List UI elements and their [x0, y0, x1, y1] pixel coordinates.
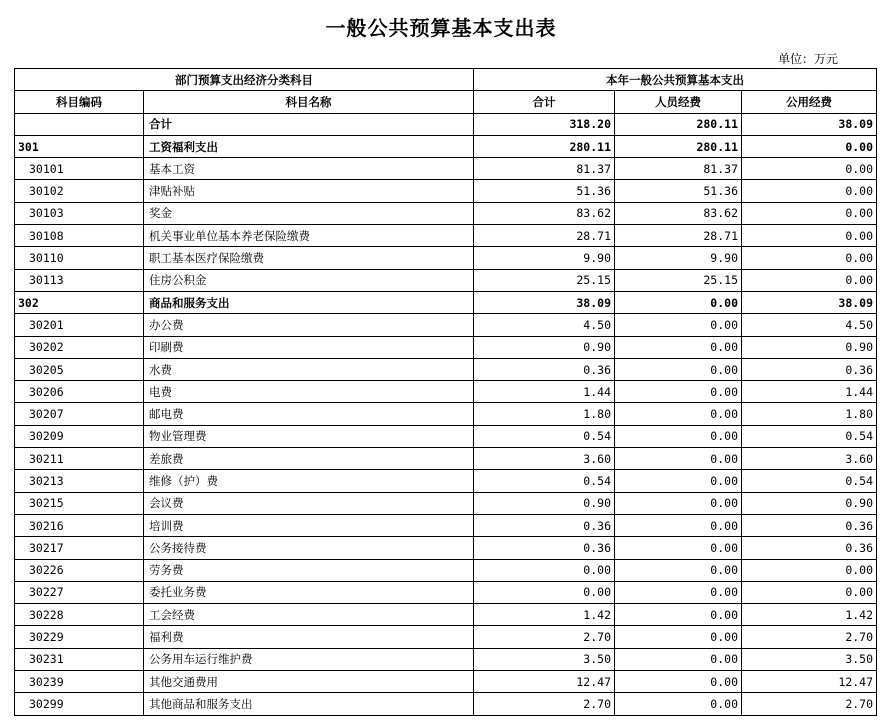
cell-code: 30227 — [15, 581, 144, 603]
cell-code: 30110 — [15, 247, 144, 269]
cell-total: 81.37 — [474, 158, 615, 180]
cell-personnel: 0.00 — [615, 581, 742, 603]
cell-code: 30205 — [15, 358, 144, 380]
cell-name: 工资福利支出 — [144, 135, 474, 157]
cell-total: 0.00 — [474, 559, 615, 581]
cell-code: 30226 — [15, 559, 144, 581]
cell-total: 2.70 — [474, 693, 615, 715]
column-header-total: 合计 — [474, 91, 615, 113]
cell-public: 0.00 — [742, 202, 877, 224]
cell-public: 3.50 — [742, 648, 877, 670]
cell-public: 0.36 — [742, 537, 877, 559]
cell-personnel: 0.00 — [615, 358, 742, 380]
budget-table — [14, 68, 877, 716]
cell-total: 38.09 — [474, 291, 615, 313]
table-row — [15, 626, 877, 648]
cell-public: 0.00 — [742, 135, 877, 157]
cell-name: 住房公积金 — [144, 269, 474, 291]
cell-personnel: 0.00 — [615, 537, 742, 559]
cell-code: 30209 — [15, 425, 144, 447]
cell-name: 其他交通费用 — [144, 671, 474, 693]
cell-code: 30213 — [15, 470, 144, 492]
cell-personnel: 0.00 — [615, 514, 742, 536]
cell-code: 30201 — [15, 314, 144, 336]
cell-total: 280.11 — [474, 135, 615, 157]
cell-personnel: 0.00 — [615, 671, 742, 693]
cell-name: 基本工资 — [144, 158, 474, 180]
cell-total: 9.90 — [474, 247, 615, 269]
cell-code: 302 — [15, 291, 144, 313]
cell-total: 12.47 — [474, 671, 615, 693]
cell-personnel: 0.00 — [615, 291, 742, 313]
cell-name: 机关事业单位基本养老保险缴费 — [144, 225, 474, 247]
cell-public: 38.09 — [742, 113, 877, 135]
table-row — [15, 559, 877, 581]
column-header-public: 公用经费 — [742, 91, 877, 113]
cell-name: 其他商品和服务支出 — [144, 693, 474, 715]
cell-name: 邮电费 — [144, 403, 474, 425]
cell-total: 0.90 — [474, 336, 615, 358]
cell-total: 0.54 — [474, 470, 615, 492]
cell-public: 0.00 — [742, 247, 877, 269]
table-row — [15, 425, 877, 447]
cell-code: 30216 — [15, 514, 144, 536]
cell-public: 2.70 — [742, 693, 877, 715]
cell-total: 0.36 — [474, 514, 615, 536]
cell-name: 物业管理费 — [144, 425, 474, 447]
table-row — [15, 514, 877, 536]
table-row — [15, 648, 877, 670]
cell-personnel: 28.71 — [615, 225, 742, 247]
cell-total: 0.36 — [474, 358, 615, 380]
cell-total: 1.42 — [474, 604, 615, 626]
column-header-code: 科目编码 — [15, 91, 144, 113]
cell-personnel: 0.00 — [615, 381, 742, 403]
cell-public: 0.00 — [742, 158, 877, 180]
table-row — [15, 291, 877, 313]
cell-name: 合计 — [144, 113, 474, 135]
table-row — [15, 693, 877, 715]
cell-name: 维修（护）费 — [144, 470, 474, 492]
cell-public: 0.90 — [742, 336, 877, 358]
cell-public: 3.60 — [742, 448, 877, 470]
cell-public: 1.42 — [742, 604, 877, 626]
cell-personnel: 280.11 — [615, 135, 742, 157]
table-row — [15, 358, 877, 380]
table-group-header-row — [15, 69, 877, 91]
cell-code — [15, 113, 144, 135]
cell-code: 30299 — [15, 693, 144, 715]
cell-total: 28.71 — [474, 225, 615, 247]
cell-code: 30207 — [15, 403, 144, 425]
table-row — [15, 158, 877, 180]
cell-total: 1.44 — [474, 381, 615, 403]
cell-personnel: 0.00 — [615, 336, 742, 358]
cell-public: 0.00 — [742, 269, 877, 291]
cell-personnel: 9.90 — [615, 247, 742, 269]
cell-personnel: 81.37 — [615, 158, 742, 180]
cell-public: 2.70 — [742, 626, 877, 648]
cell-code: 30229 — [15, 626, 144, 648]
cell-name: 培训费 — [144, 514, 474, 536]
table-row — [15, 537, 877, 559]
table-row — [15, 604, 877, 626]
cell-code: 30101 — [15, 158, 144, 180]
cell-total: 4.50 — [474, 314, 615, 336]
cell-public: 0.00 — [742, 581, 877, 603]
cell-public: 0.00 — [742, 559, 877, 581]
cell-public: 0.54 — [742, 425, 877, 447]
cell-personnel: 0.00 — [615, 626, 742, 648]
table-column-header-row — [15, 91, 877, 113]
cell-personnel: 0.00 — [615, 314, 742, 336]
table-row — [15, 314, 877, 336]
cell-code: 30217 — [15, 537, 144, 559]
cell-total: 0.54 — [474, 425, 615, 447]
cell-personnel: 0.00 — [615, 448, 742, 470]
group-header-left: 部门预算支出经济分类科目 — [15, 69, 474, 91]
cell-personnel: 0.00 — [615, 648, 742, 670]
cell-public: 1.80 — [742, 403, 877, 425]
cell-code: 30202 — [15, 336, 144, 358]
cell-code: 30102 — [15, 180, 144, 202]
cell-code: 30215 — [15, 492, 144, 514]
cell-public: 38.09 — [742, 291, 877, 313]
cell-code: 301 — [15, 135, 144, 157]
cell-total: 318.20 — [474, 113, 615, 135]
cell-total: 83.62 — [474, 202, 615, 224]
cell-name: 劳务费 — [144, 559, 474, 581]
cell-public: 1.44 — [742, 381, 877, 403]
cell-public: 0.36 — [742, 358, 877, 380]
table-row — [15, 225, 877, 247]
cell-code: 30103 — [15, 202, 144, 224]
cell-public: 12.47 — [742, 671, 877, 693]
table-row — [15, 269, 877, 291]
cell-public: 0.36 — [742, 514, 877, 536]
cell-personnel: 0.00 — [615, 470, 742, 492]
cell-total: 3.60 — [474, 448, 615, 470]
cell-personnel: 0.00 — [615, 425, 742, 447]
table-row — [15, 113, 877, 135]
table-row — [15, 381, 877, 403]
cell-public: 4.50 — [742, 314, 877, 336]
cell-total: 0.90 — [474, 492, 615, 514]
cell-personnel: 0.00 — [615, 492, 742, 514]
cell-name: 办公费 — [144, 314, 474, 336]
group-header-right: 本年一般公共预算基本支出 — [474, 69, 877, 91]
cell-public: 0.54 — [742, 470, 877, 492]
cell-name: 会议费 — [144, 492, 474, 514]
column-header-name: 科目名称 — [144, 91, 474, 113]
cell-total: 3.50 — [474, 648, 615, 670]
table-row — [15, 202, 877, 224]
table-row — [15, 247, 877, 269]
cell-code: 30239 — [15, 671, 144, 693]
table-row — [15, 135, 877, 157]
unit-label: 单位：万元 — [777, 52, 838, 66]
cell-name: 职工基本医疗保险缴费 — [144, 247, 474, 269]
cell-personnel: 0.00 — [615, 604, 742, 626]
cell-personnel: 83.62 — [615, 202, 742, 224]
cell-total: 1.80 — [474, 403, 615, 425]
cell-name: 福利费 — [144, 626, 474, 648]
table-row — [15, 448, 877, 470]
cell-code: 30228 — [15, 604, 144, 626]
table-row — [15, 403, 877, 425]
cell-name: 电费 — [144, 381, 474, 403]
cell-public: 0.00 — [742, 180, 877, 202]
cell-name: 工会经费 — [144, 604, 474, 626]
cell-personnel: 0.00 — [615, 559, 742, 581]
table-row — [15, 492, 877, 514]
page-title: 一般公共预算基本支出表 — [325, 16, 557, 40]
cell-total: 2.70 — [474, 626, 615, 648]
cell-code: 30211 — [15, 448, 144, 470]
cell-name: 水费 — [144, 358, 474, 380]
cell-personnel: 0.00 — [615, 403, 742, 425]
cell-total: 0.00 — [474, 581, 615, 603]
cell-name: 津贴补贴 — [144, 180, 474, 202]
table-row — [15, 180, 877, 202]
cell-code: 30108 — [15, 225, 144, 247]
cell-personnel: 0.00 — [615, 693, 742, 715]
cell-name: 公务接待费 — [144, 537, 474, 559]
cell-name: 印刷费 — [144, 336, 474, 358]
cell-personnel: 280.11 — [615, 113, 742, 135]
cell-name: 商品和服务支出 — [144, 291, 474, 313]
cell-total: 51.36 — [474, 180, 615, 202]
cell-public: 0.90 — [742, 492, 877, 514]
cell-name: 委托业务费 — [144, 581, 474, 603]
table-row — [15, 671, 877, 693]
cell-total: 0.36 — [474, 537, 615, 559]
cell-code: 30231 — [15, 648, 144, 670]
cell-personnel: 25.15 — [615, 269, 742, 291]
cell-personnel: 51.36 — [615, 180, 742, 202]
cell-name: 奖金 — [144, 202, 474, 224]
column-header-personnel: 人员经费 — [615, 91, 742, 113]
cell-code: 30113 — [15, 269, 144, 291]
table-row — [15, 581, 877, 603]
cell-name: 公务用车运行维护费 — [144, 648, 474, 670]
cell-total: 25.15 — [474, 269, 615, 291]
cell-code: 30206 — [15, 381, 144, 403]
table-row — [15, 470, 877, 492]
cell-public: 0.00 — [742, 225, 877, 247]
cell-name: 差旅费 — [144, 448, 474, 470]
table-row — [15, 336, 877, 358]
